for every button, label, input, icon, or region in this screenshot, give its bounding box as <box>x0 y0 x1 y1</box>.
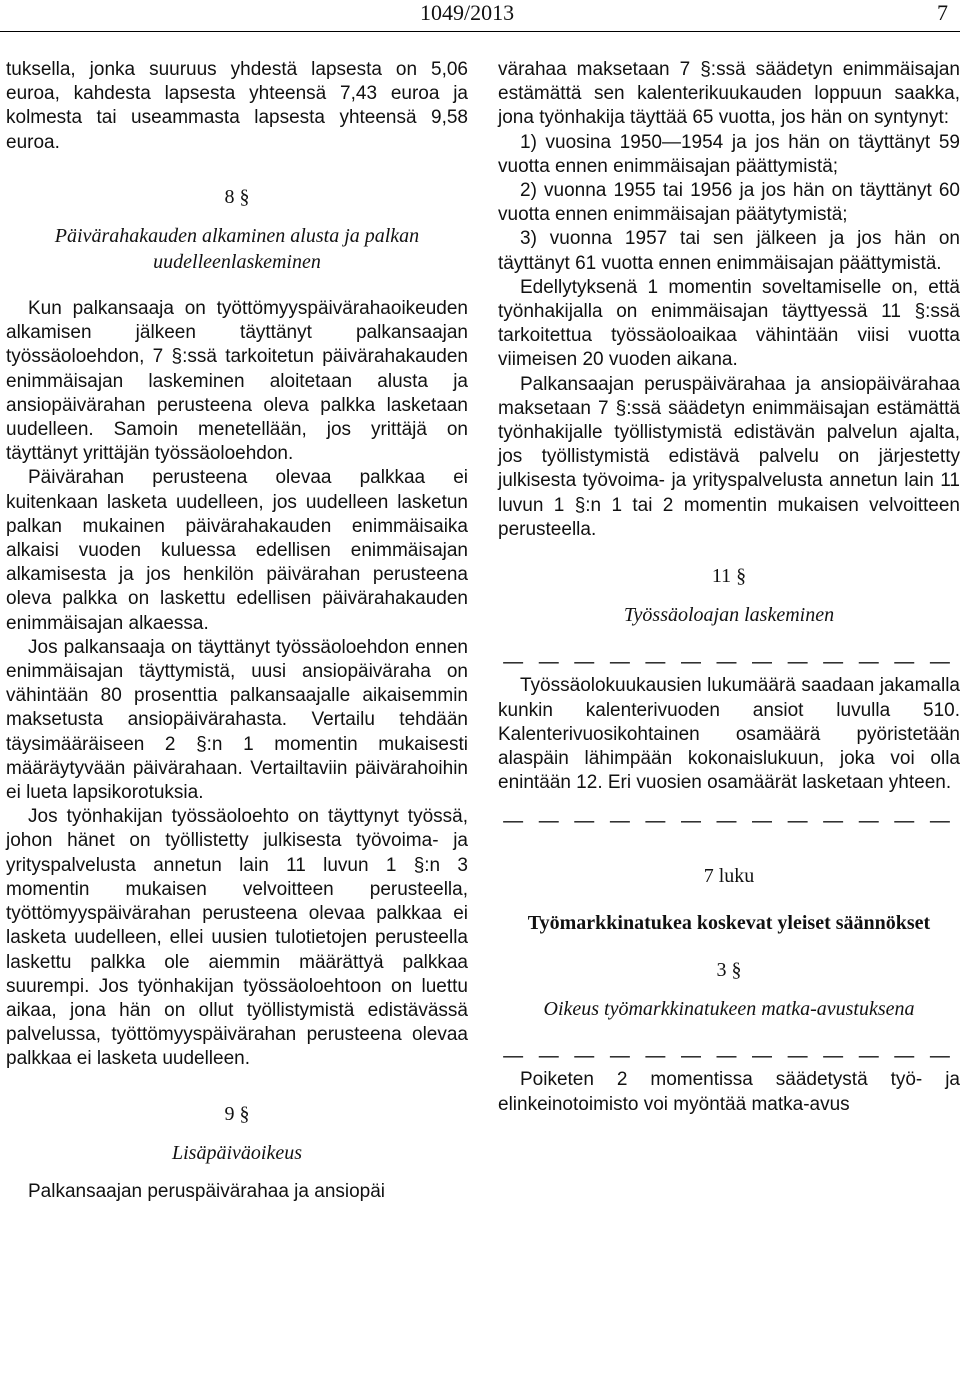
section-3-title: Oikeus työmarkkinatukeen matka-avustuksena <box>543 998 915 1021</box>
section-3-number: 3 § <box>716 958 742 981</box>
condition-paragraph: Edellytyksenä 1 momentin soveltamiselle on, että työnhakijalla on enimmäisajan täyttyessä 11 §:ssä tarkoitettua työssäoloaikaa vähintään viisi vuotta viimeisen 20 vuoden aikana. <box>498 276 960 371</box>
header-rule <box>0 31 960 32</box>
list-item-3: 3) vuonna 1957 tai sen jälkeen ja jos hän on täyttänyt 61 vuotta ennen enimmäisajan päättymistä. <box>498 228 960 274</box>
omission-line-2: — — — — — — — — — — — — — <box>503 810 955 833</box>
section-8-paragraph-2: Päivärahan perusteena olevaa palkkaa ei kuitenkaan lasketa uudelleen, jos uudelleen lasketun palkan mukainen päivärahakauden enimmäisaika alkaisi vuoden kuluessa edellisen enimmäisajan alkamisesta ja jos henkilön päivärahan perusteena oleva palkka on laskettu edellisen päivärahakauden enimmäisajan alkaessa. <box>6 467 468 634</box>
section-11-paragraph-1: Työssäolokuukausien lukumäärä saadaan jakamalla kunkin kalenterivuoden ansiot luvulla 510. Kalenterivuosikohtainen osamäärä pyöristetään alaspäin lähimpään kokonaislukuun, joka voi olla enintään 12. Eri vuosien osamäärät lasketaan yhteen. <box>498 675 960 794</box>
section-8-paragraph-1: Kun palkansaaja on työttömyyspäivärahaoikeuden alkamisen jälkeen täyttänyt palkansaajan työssäoloehdon, 7 §:ssä tarkoitetun päivärahakauden enimmäisajan laskeminen aloitetaan alusta ja ansiopäivärahan perusteena oleva palkka lasketaan uudelleen. Samoin menetellään, jos yrittäjä on täyttänyt yrittäjän työssäoloehdon. <box>6 298 468 465</box>
section-8-number: 8 § <box>224 185 250 208</box>
page-header <box>0 0 960 28</box>
section-11-number: 11 § <box>711 565 747 588</box>
section-9-paragraph-1: Palkansaajan peruspäivärahaa ja ansiopäi <box>28 1180 386 1202</box>
right-column <box>498 58 960 1117</box>
section-11-title: Työssäoloajan laskeminen <box>623 604 835 627</box>
omission-line-3: — — — — — — — — — — — — — <box>503 1045 955 1068</box>
section-8-title: Päivärahakauden alkaminen alusta ja palkan uudelleenlaskeminen <box>54 225 420 274</box>
section-3-paragraph-1: Poiketen 2 momentissa säädetystä työ- ja elinkeinotoimisto voi myöntää matka-avus <box>498 1069 960 1115</box>
section-8-paragraph-3: Jos palkansaaja on täyttänyt työssäoloehdon ennen enimmäisajan täyttymistä, uusi ansiopäiväraha on vähintään 80 prosenttia palkansaajalle aikaisemmin maksetusta ansiopäivärahasta. Vertailu tehdään täysimääräiseen 2 §:n 1 momentin mukaisesti määräytyvään päivärahaan. Vertailtaviin päivärahoihin ei lueta lapsikorotuksia. <box>6 636 468 804</box>
section-8-paragraph-4: Jos työnhakijan työssäoloehto on täyttynyt työssä, johon hänet on työllistetty julkisesta työvoima- ja yrityspalvelusta annetun lain 11 luvun 1 §:n 3 momentin mukaisen velvoitteen perusteella, työttömyyspäivärahan perusteena olevaa palkkaa ei lasketa uudelleen, ellei uusien tulotietojen perusteella laskettu palkka ole aiemmin määrättyä palkkaa suurempi. Jos työnhakijan työssäoloehtoon on luettu aikaa, jona hän on ollut työllistymistä edistävässä palvelussa, työttömyyspäivärahan perusteena olevaa palkkaa ei lasketa uudelleen. <box>6 806 468 1070</box>
employment-service-paragraph: Palkansaajan peruspäivärahaa ja ansiopäivärahaa maksetaan 7 §:ssä säädetyn enimmäisajan estämättä työnhakijalle työllistymistä edistävän palvelun ajalta, jos työllistymistä edistävä palvelu on järjestetty julkisesta työvoima- ja yrityspalvelusta annetun lain 11 luvun 1 §:n 1 tai 2 momentin mukaisen velvoitteen perusteella. <box>498 373 960 540</box>
list-item-2: 2) vuonna 1955 tai 1956 ja jos hän on täyttänyt 60 vuotta ennen enimmäisajan päätytymistä; <box>498 180 960 226</box>
intro-paragraph: tuksella, jonka suuruus yhdestä lapsesta on 5,06 euroa, kahdesta lapsesta yhteensä 7,43 euroa ja kolmesta tai useammasta lapsesta yhteensä 9,58 euroa. <box>6 59 468 153</box>
chapter-7-number: 7 luku <box>703 864 755 887</box>
document-number: 1049/2013 <box>420 0 515 25</box>
left-column <box>6 58 468 1204</box>
list-item-1: 1) vuosina 1950—1954 ja jos hän on täyttänyt 59 vuotta ennen enimmäisajan päättymistä; <box>498 131 960 177</box>
continued-paragraph: värahaa maksetaan 7 §:ssä säädetyn enimmäisajan estämättä sen kalenterikuukauden loppuun saakka, jona työnhakija täyttää 65 vuotta, jos hän on syntynyt: <box>498 59 960 129</box>
page-number: 7 <box>937 0 948 25</box>
section-9-title: Lisäpäiväoikeus <box>172 1141 302 1164</box>
chapter-7-title: Työmarkkinatukea koskevat yleiset säännökset <box>527 911 931 934</box>
omission-line-1: — — — — — — — — — — — — — <box>503 651 955 674</box>
section-9-number: 9 § <box>224 1102 250 1125</box>
